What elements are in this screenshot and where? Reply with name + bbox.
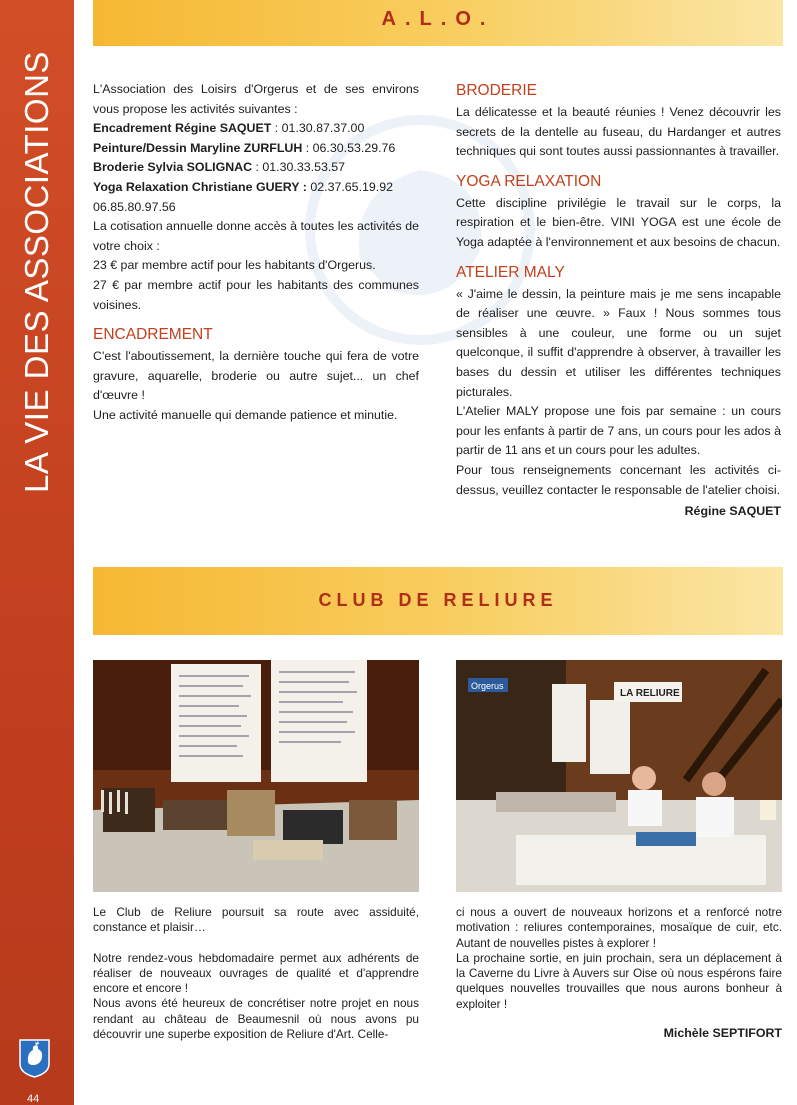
section-title: LA VIE DES ASSOCIATIONS	[18, 51, 55, 493]
club-para-5: La prochaine sortie, en juin prochain, sera un déplacement à la Caverne du Livre à Auvers sur Oise où nous espérons faire quelques nouvelles trouvailles que nous aurons bonheur à exploiter !	[456, 950, 782, 1011]
alo-signature: Régine SAQUET	[684, 504, 781, 519]
contact-yoga: Yoga Relaxation Christiane GUERY : 02.37.65.19.92 06.85.80.97.56	[93, 179, 394, 214]
sidebar	[0, 0, 74, 1105]
heading-yoga: YOGA RELAXATION	[456, 172, 602, 190]
heading-atelier: ATELIER MALY	[456, 263, 565, 281]
atelier-text-1: « J'aime le dessin, la peinture mais je me sens incapable de réaliser une œuvre. » Faux ! Nous sommes tous sensibles à une couleur, une forme ou un sujet quelconque, il suffit d'apprendre à observer, à travailler les bases du dessin et utiliser les différentes techniques picturales.	[456, 286, 781, 399]
cotisation-text: La cotisation annuelle donne accès à toutes les activités de votre choix :	[93, 219, 419, 253]
alo-right-column	[456, 80, 781, 522]
encadrement-text: C'est l'aboutissement, la dernière touche qui fera de votre gravure, aquarelle, broderie ou autre sujet... un chef d'œuvre !	[93, 349, 419, 403]
club-title-band	[93, 567, 783, 635]
alo-left-column	[93, 80, 419, 426]
club-para-3: Nous avons été heureux de concrétiser notre projet en nous rendant au château de Beaumesnil où nous avons pu découvrir une superbe exposition de Reliure d'Art. Celle-	[93, 996, 419, 1042]
encadrement-text-2: Une activité manuelle qui demande patience et minutie.	[93, 407, 398, 422]
heading-encadrement: ENCADREMENT	[93, 326, 213, 344]
bookbinding-club-members-photo	[456, 660, 782, 892]
club-text-left	[93, 905, 419, 1042]
contact-broderie: Broderie Sylvia SOLIGNAC : 01.30.33.53.57	[93, 160, 346, 175]
broderie-text: La délicatesse et la beauté réunies ! Venez découvrir les secrets de la dentelle au fuseau, du Hardanger et autres techniques qui sont toutes aussi passionnantes à travailler.	[456, 105, 781, 159]
alo-title: A.L.O.	[381, 8, 495, 30]
club-signature: Michèle SEPTIFORT	[663, 1026, 782, 1041]
photo-sign-text: LA RELIURE	[620, 688, 680, 699]
club-text-right	[456, 905, 782, 1041]
bookbinding-tools-photo	[93, 660, 419, 892]
club-para-4: ci nous a ouvert de nouveaux horizons et a renforcé notre motivation : reliures contemporaines, mosaïque de cuir, etc. Autant de nouvelles pistes à explorer !	[456, 905, 782, 950]
atelier-text-3: Pour tous renseignements concernant les activités ci-dessus, veuillez contacter le responsable de l'atelier choisi.	[456, 462, 781, 497]
alo-intro: L'Association des Loisirs d'Orgerus et de ses environs vous propose les activités suivantes :	[93, 82, 419, 116]
club-para-1: Le Club de Reliure poursuit sa route avec assiduité, constance et plaisir…	[93, 905, 419, 935]
page-number: 44	[27, 1093, 40, 1105]
club-para-2: Notre rendez-vous hebdomadaire permet aux adhérents de réaliser de nouveaux ouvrages de qualité et d'apprendre encore et encore !	[93, 950, 419, 996]
alo-title-band	[93, 0, 783, 46]
photo-poster-text: Orgerus	[471, 681, 504, 691]
contact-peinture: Peinture/Dessin Maryline ZURFLUH : 06.30.53.29.76	[93, 140, 396, 155]
yoga-text: Cette discipline privilégie le travail sur le corps, la respiration et le bien-être. VINI YOGA est une école de Yoga adaptée à l'environnement et aux besoins de chacun.	[456, 195, 781, 249]
heading-broderie: BRODERIE	[456, 82, 537, 99]
tarif-orgerus: 23 € par membre actif pour les habitants d'Orgerus.	[93, 258, 376, 273]
tarif-voisines: 27 € par membre actif pour les habitants des communes voisines.	[93, 277, 419, 312]
contact-encadrement: Encadrement Régine SAQUET : 01.30.87.37.00	[93, 121, 365, 136]
rooster-logo-icon	[18, 1038, 51, 1078]
atelier-text-2: L'Atelier MALY propose une fois par semaine : un cours pour les enfants à partir de 7 ans, un cours pour les ados à partir de 11 ans et un cours pour les adultes.	[456, 404, 781, 458]
club-title: CLUB DE RELIURE	[318, 590, 558, 610]
